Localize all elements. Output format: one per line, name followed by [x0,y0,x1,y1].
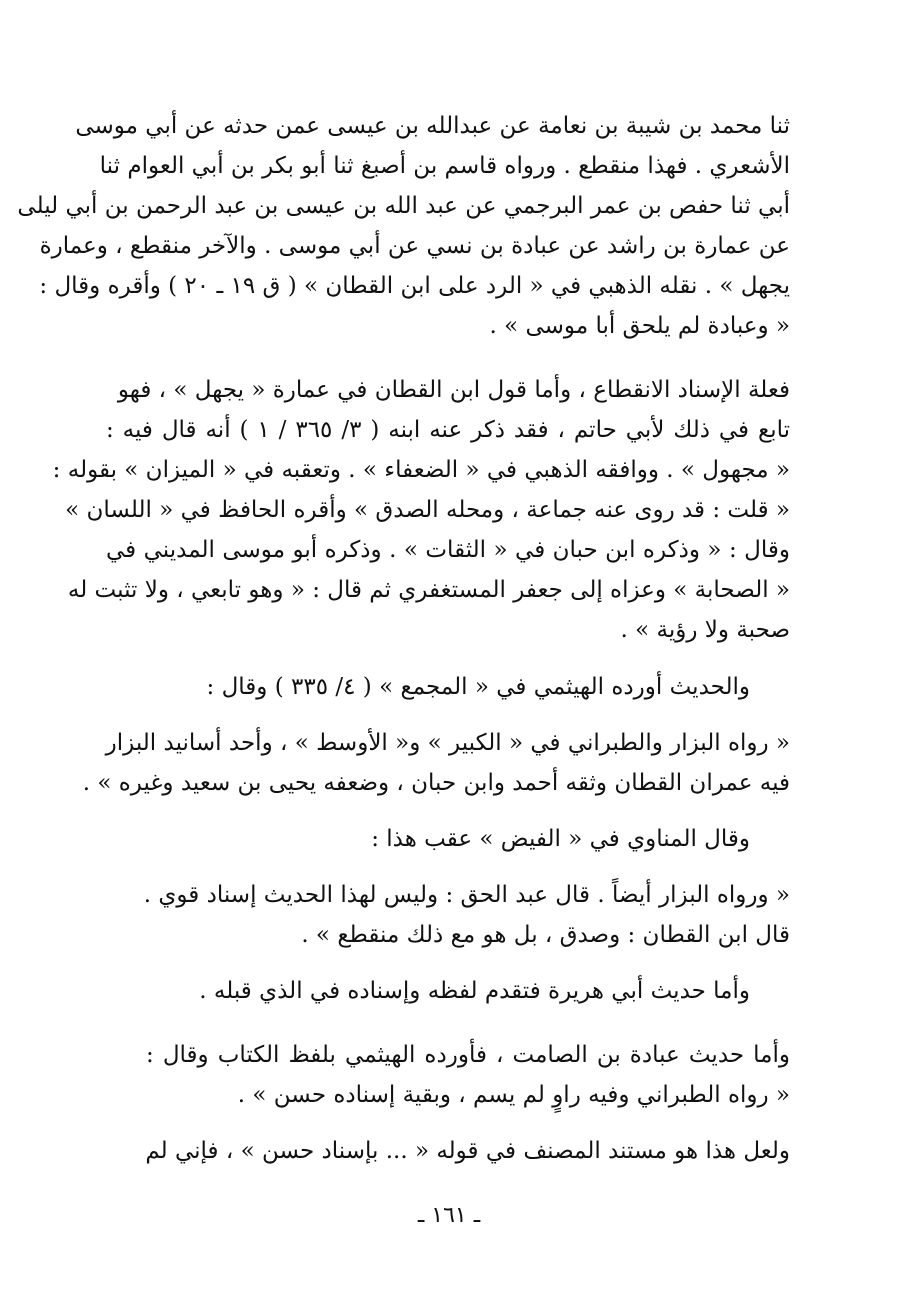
text-line: عن عمارة بن راشد عن عبادة بن نسي عن أبي موسى . والآخر منقطع ، وعمارة [39,233,790,259]
paragraph-first-line: وأما حديث عبادة بن الصامت ، فأورده الهيثمي بلفظ الكتاب وقال : [146,1042,790,1068]
paragraph-first-line: فعلة الإسناد الانقطاع ، وأما قول ابن القطان في عمارة « يجهل » ، فهو [117,377,790,403]
text-line: « مجهول » . ووافقه الذهبي في « الضعفاء » . وتعقبه في « الميزان » بقوله : [52,457,790,483]
text-line: قال ابن القطان : وصدق ، بل هو مع ذلك منقطع » . [301,922,790,948]
text-line: صحبة ولا رؤية » . [620,617,790,643]
text-line: « وعبادة لم يلحق أبا موسى » . [489,313,790,339]
page-number: ـ ١٦١ ـ [417,1203,481,1228]
paragraph-first-line: وقال المناوي في « الفيض » عقب هذا : [371,826,750,852]
text-line: « الصحابة » وعزاه إلى جعفر المستغفري ثم قال : « وهو تابعي ، ولا تثبت له [67,577,790,603]
text-line: الأشعري . فهذا منقطع . ورواه قاسم بن أصبغ ثنا أبو بكر بن أبي العوام ثنا [99,153,790,179]
paragraph-first-line: والحديث أورده الهيثمي في « المجمع » ( ٤/ ٣٣٥ ) وقال : [206,674,750,700]
text-line: يجهل » . نقله الذهبي في « الرد على ابن القطان » ( ق ١٩ ـ ٢٠ ) وأقره وقال : [39,273,790,299]
text-line: تابع في ذلك لأبي حاتم ، فقد ذكر عنه ابنه ( ٣/ ٣٦٥ / ١ ) أنه قال فيه : [106,417,791,443]
text-line: ثنا محمد بن شيبة بن نعامة عن عبدالله بن عيسى عمن حدثه عن أبي موسى [75,113,790,139]
text-line: وقال : « وذكره ابن حبان في « الثقات » . وذكره أبو موسى المديني في [106,537,790,563]
text-line: « رواه الطبراني وفيه راوٍ لم يسم ، وبقية إسناده حسن » . [237,1082,790,1108]
quote-first-line: « رواه البزار والطبراني في « الكبير » و« الأوسط » ، وأحد أسانيد البزار [105,730,790,756]
paragraph-first-line: وأما حديث أبي هريرة فتقدم لفظه وإسناده في الذي قبله . [199,978,750,1004]
text-line: « قلت : قد روى عنه جماعة ، ومحله الصدق » وأقره الحافظ في « اللسان » [65,497,790,523]
quote-first-line: « ورواه البزار أيضاً . قال عبد الحق : وليس لهذا الحديث إسناد قوي . [143,882,790,908]
paragraph-first-line: ولعل هذا هو مستند المصنف في قوله « ... بإسناد حسن » ، فإني لم [145,1138,790,1164]
text-line: فيه عمران القطان وثقه أحمد وابن حبان ، وضعفه يحيى بن سعيد وغيره » . [82,770,790,796]
text-line: أبي ثنا حفص بن عمر البرجمي عن عبد الله بن عيسى بن عبد الرحمن بن أبي ليلى [17,193,790,219]
